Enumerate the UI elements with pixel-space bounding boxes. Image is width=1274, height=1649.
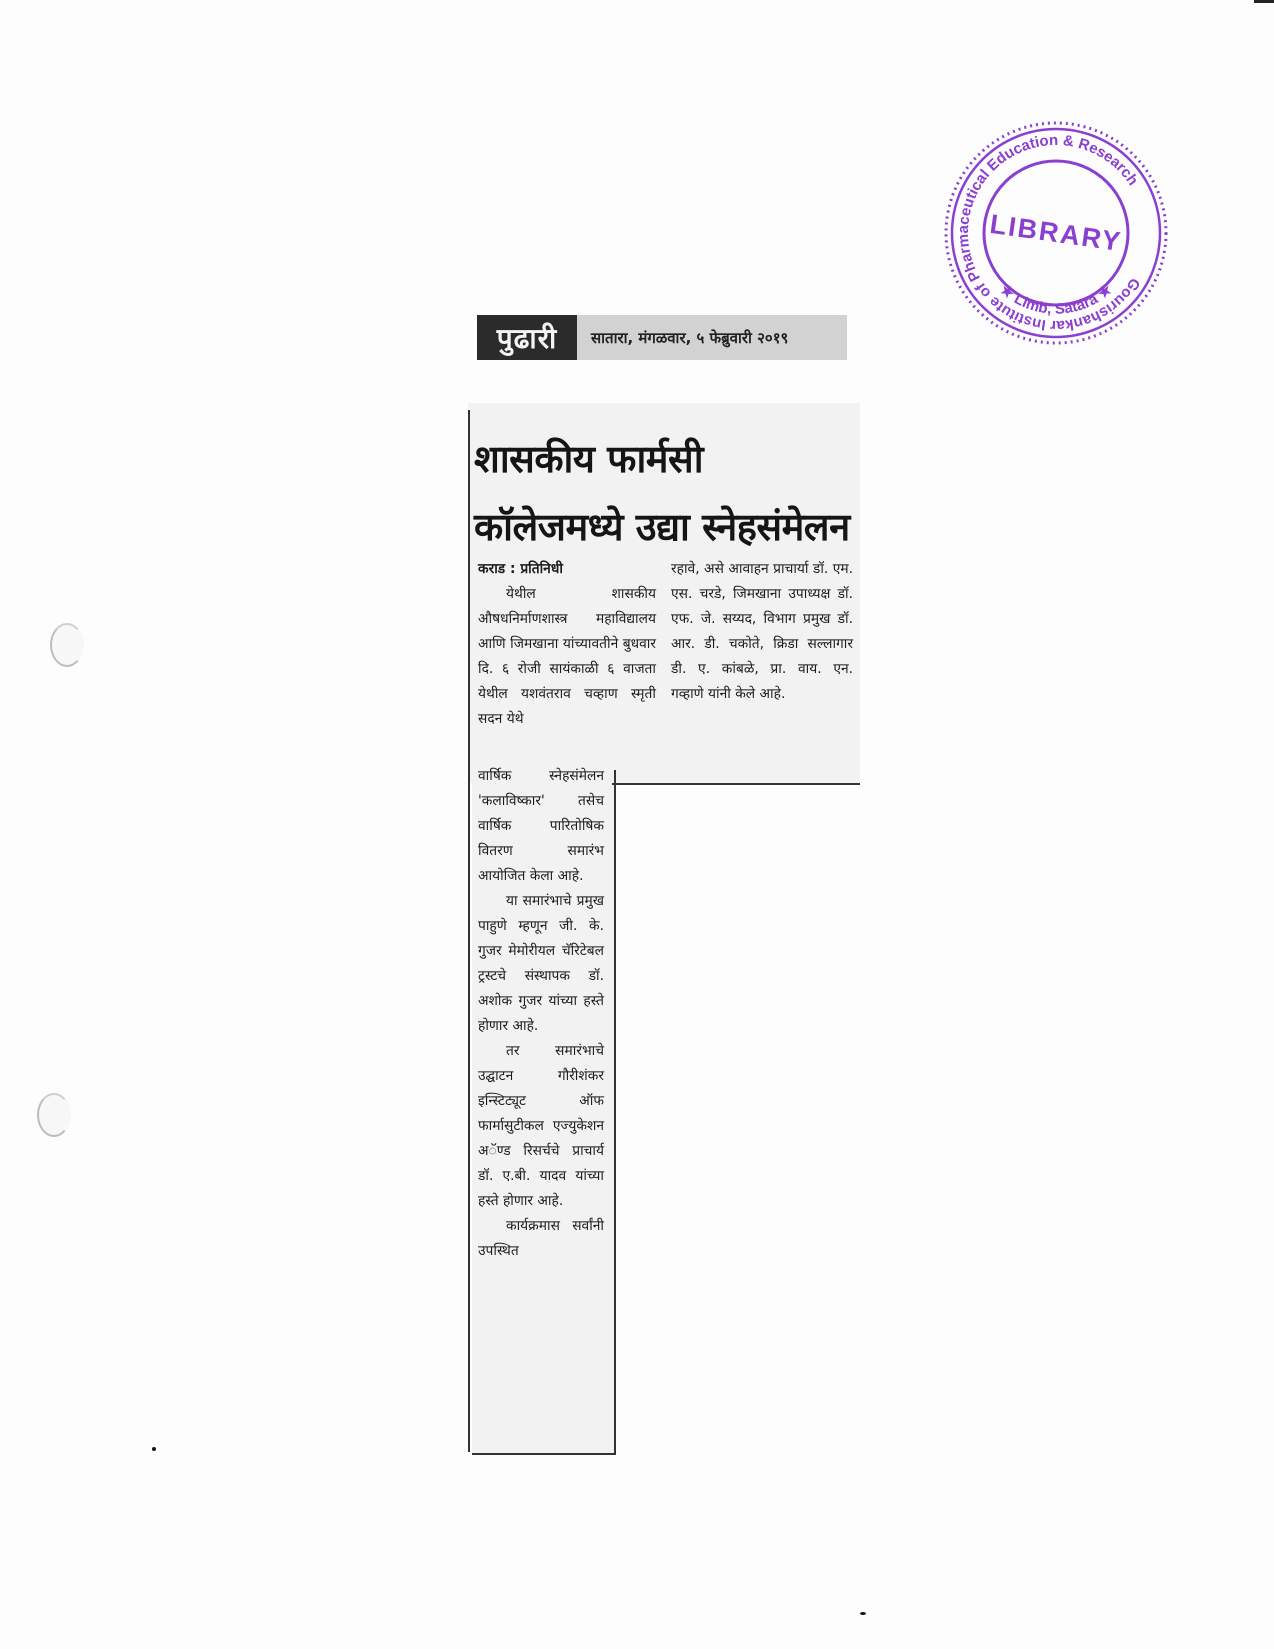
column-1-text: येथील शासकीय औषधनिर्माणशास्त्र महाविद्यालय आणि जिमखाना यांच्यावतीने बुधवार दि. ६ रोजी सायंकाळी ६ वाजता येथील यशवंतराव चव्हाण स्मृती सदन येथे xyxy=(478,586,656,727)
article-column-3 xyxy=(478,764,604,1264)
library-stamp xyxy=(940,117,1172,349)
article-headline xyxy=(474,425,854,561)
binder-hole-bottom xyxy=(37,1093,71,1137)
article-column-1 xyxy=(478,557,656,732)
page-edge-mark xyxy=(1254,0,1274,3)
column-3-para-3: तर समारंभाचे उद्घाटन गौरीशंकर इन्स्टिट्यूट ऑफ फार्मासुटीकल एज्युकेशन अॅण्ड रिसर्चचे प्राचार्य डॉ. ए.बी. यादव यांच्या हस्ते होणार आहे. xyxy=(478,1043,604,1209)
paper-speck xyxy=(860,1612,866,1615)
paper-speck xyxy=(152,1447,156,1451)
column-3-para-4: कार्यक्रमास सर्वांनी उपस्थित xyxy=(478,1218,604,1259)
column-3-para-1: वार्षिक स्नेहसंमेलन 'कलाविष्कार' तसेच वार्षिक पारितोषिक वितरण समारंभ आयोजित केला आहे. xyxy=(478,768,604,884)
headline-line-2: कॉलेजमध्ये उद्या स्नेहसंमेलन xyxy=(474,505,850,549)
stamp-bottom-text: ★ Limb, Satara ★ xyxy=(996,280,1116,318)
dateline: सातारा, मंगळवार, ५ फेब्रुवारी २०१९ xyxy=(591,328,789,347)
binder-hole-top xyxy=(50,623,84,667)
newspaper-logo: पुढारी xyxy=(477,315,577,360)
byline: कराड : प्रतिनिधी xyxy=(478,561,563,577)
clipping-border-mid xyxy=(612,783,860,785)
column-2-text: रहावे, असे आवाहन प्राचार्या डॉ. एम. एस. चरडे, जिमखाना उपाध्यक्ष डॉ. एफ. जे. सय्यद, विभाग प्रमुख डॉ. आर. डी. चकोते, क्रिडा सल्लागार डी. ए. कांबळे, प्रा. वाय. एन. गव्हाणे यांनी केले आहे. xyxy=(671,561,853,702)
headline-line-1: शासकीय फार्मसी xyxy=(474,437,704,481)
stamp-ring-text: Gourishankar Institute of Pharmaceutical Education & Research xyxy=(954,131,1144,335)
newspaper-masthead xyxy=(477,315,847,360)
column-3-para-2: या समारंभाचे प्रमुख पाहुणे म्हणून जी. के. गुजर मेमोरीयल चॅरिटेबल ट्रस्टचे संस्थापक डॉ. अशोक गुजर यांच्या हस्ते होणार आहे. xyxy=(478,893,604,1034)
article-column-2 xyxy=(671,557,853,707)
stamp-center-text: LIBRARY xyxy=(988,208,1124,258)
clipping-border-left xyxy=(468,410,470,1452)
